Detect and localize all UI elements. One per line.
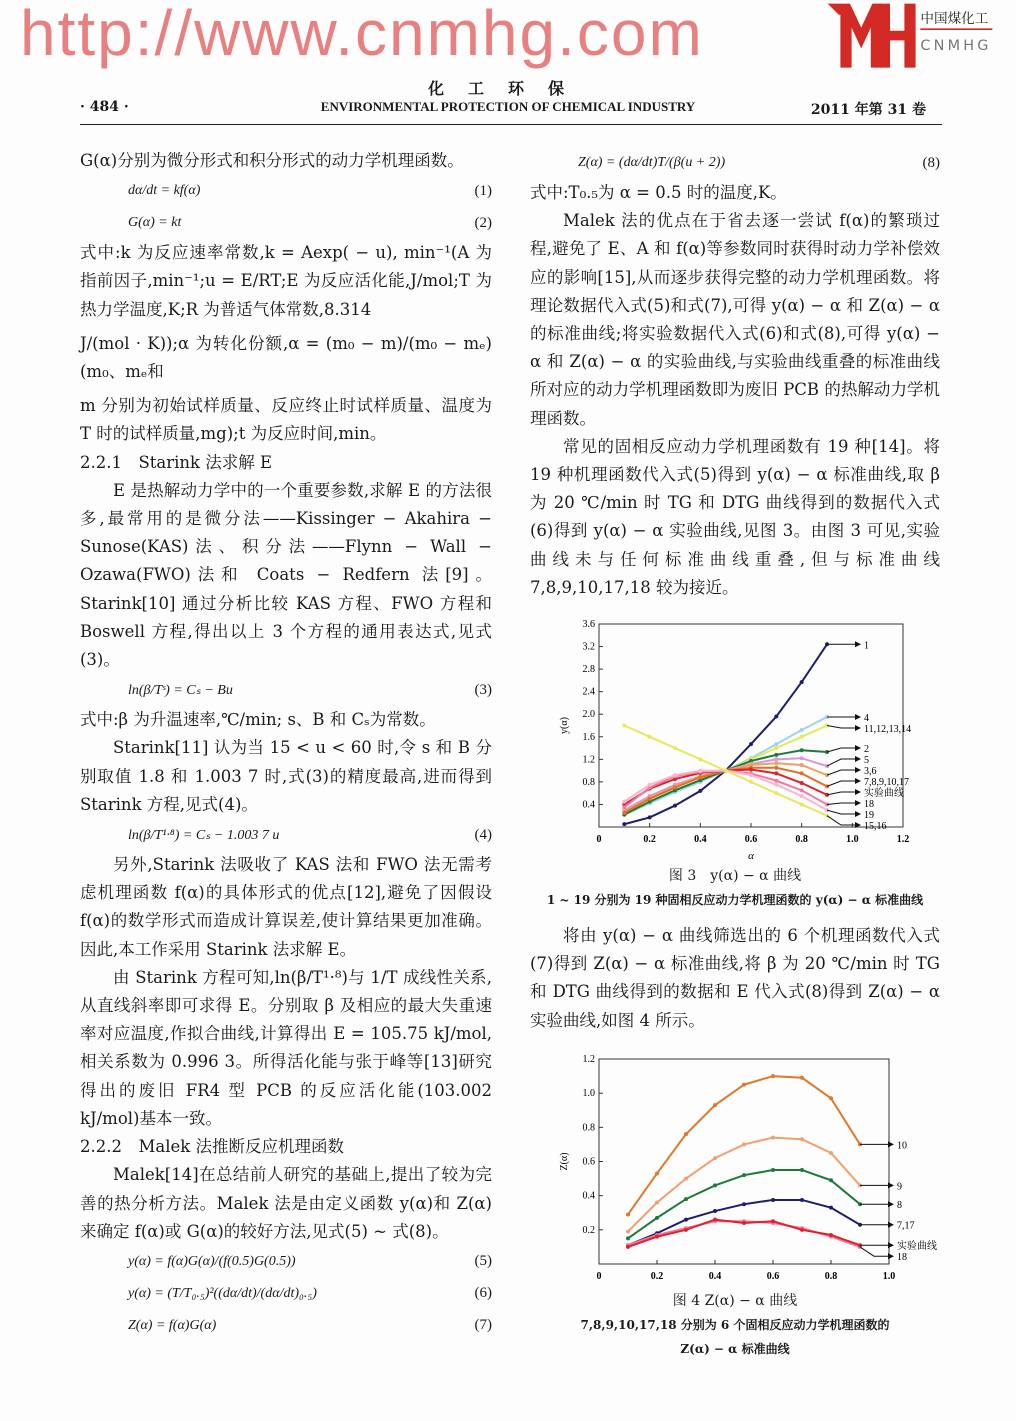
equation-4-row bbox=[80, 819, 492, 851]
paragraph: 式中:β 为升温速率,℃/min; s、B 和 Cₛ为常数。 bbox=[80, 710, 436, 730]
y-tick-label: 1.2 bbox=[582, 1053, 595, 1065]
series-label: 7,8,9,10,17 bbox=[864, 777, 909, 789]
equation-6-row bbox=[80, 1278, 492, 1310]
series-line bbox=[628, 1137, 860, 1231]
equation-3-row bbox=[80, 674, 492, 706]
data-point bbox=[771, 1135, 775, 1139]
y-axis-label: y(α) bbox=[559, 717, 570, 734]
x-tick-label: 0.6 bbox=[744, 834, 758, 846]
series-label: 1 bbox=[864, 640, 869, 652]
series-label: 3,6 bbox=[864, 766, 877, 778]
data-point bbox=[800, 771, 804, 775]
arrow-head-icon bbox=[888, 1141, 894, 1147]
arrow-head-icon bbox=[855, 811, 861, 817]
paragraph: G(α)分别为微分形式和积分形式的动力学机理函数。 bbox=[80, 151, 464, 170]
equation-5: y(α) = f(α)G(α)/(f(0.5)G(0.5)) bbox=[128, 1253, 296, 1269]
data-point bbox=[749, 768, 753, 772]
header-rule bbox=[80, 124, 942, 125]
data-point bbox=[829, 1178, 833, 1182]
left-column bbox=[80, 147, 492, 1342]
equation-7: Z(α) = f(α)G(α) bbox=[128, 1317, 217, 1333]
data-point bbox=[800, 680, 804, 684]
y-tick-label: 0.6 bbox=[582, 1156, 595, 1168]
data-point bbox=[800, 1076, 804, 1080]
figure-3-note: 1 ~ 19 分别为 19 种固相反应动力学机理函数的 y(α) − α 标准曲线 bbox=[546, 893, 924, 908]
data-point bbox=[829, 1233, 833, 1237]
x-tick-label: 0 bbox=[596, 1270, 602, 1282]
data-point bbox=[684, 1217, 688, 1221]
arrow-head-icon bbox=[888, 1182, 894, 1188]
data-point bbox=[655, 1216, 659, 1220]
data-point bbox=[622, 805, 626, 809]
data-point bbox=[771, 1198, 775, 1202]
data-point bbox=[774, 757, 778, 761]
paragraph: 常见的固相反应动力学机理函数有 19 种[14]。将 19 种机理函数代入式(5)得到 y(α) − α 标准曲线,取 β 为 20 ℃/min 时 TG 和 DTG 曲线得到的数据代入式(6)得到 y(α) − α 实验曲线,见图 3。由图 3 可见,实验曲线未与任何标准曲线重叠,但与标准曲线 7,8,9,10,17,18 较为接近。 bbox=[530, 436, 940, 597]
data-point bbox=[800, 781, 804, 785]
equation-number: (2) bbox=[474, 214, 492, 231]
data-point bbox=[774, 779, 778, 783]
equation-6: y(α) = (T/T₀.₅)²((dα/dt)/(dα/dt)₀.₅) bbox=[128, 1285, 317, 1301]
data-point bbox=[626, 1229, 630, 1233]
data-point bbox=[648, 815, 652, 819]
plot-frame bbox=[599, 1059, 889, 1264]
data-point bbox=[655, 1200, 659, 1204]
section-heading-2-2-2: 2.2.2 Malek 法推断反应机理函数 bbox=[80, 1137, 344, 1157]
data-point bbox=[749, 742, 753, 746]
x-tick-label: 0.6 bbox=[766, 1270, 780, 1282]
arrow-head-icon bbox=[888, 1201, 894, 1207]
paragraph: 式中:T₀.₅为 α = 0.5 时的温度,K。 bbox=[530, 183, 787, 202]
equation-1-row bbox=[80, 175, 492, 207]
y-tick-label: 2.4 bbox=[582, 686, 595, 698]
x-tick-label: 0.2 bbox=[650, 1270, 664, 1282]
data-point bbox=[800, 802, 804, 806]
y-tick-label: 3.6 bbox=[582, 619, 595, 631]
arrow-head-icon bbox=[855, 725, 861, 731]
equation-2-row bbox=[80, 207, 492, 239]
data-point bbox=[742, 1142, 746, 1146]
y-tick-label: 3.2 bbox=[582, 641, 595, 653]
x-tick-label: 0.4 bbox=[694, 834, 707, 846]
data-point bbox=[626, 1236, 630, 1240]
x-tick-label: 1.2 bbox=[896, 834, 910, 846]
equation-4: ln(β/T¹·⁸) = Cₛ − 1.003 7 u bbox=[128, 827, 280, 843]
paragraph: Malek[14]在总结前人研究的基础上,提出了较为完善的热分析方法。Malek 法是由定义函数 y(α)和 Z(α)来确定 f(α)或 G(α)的较好方法,见式(5) ~ 式(8)。 bbox=[80, 1165, 492, 1241]
plot-frame bbox=[599, 624, 903, 827]
data-point bbox=[713, 1156, 717, 1160]
paragraph: Starink[11] 认为当 15 < u < 60 时,令 s 和 B 分别取值 1.8 和 1.003 7 时,式(3)的精度最高,进而得到 Starink 方程,见式(4)。 bbox=[80, 738, 492, 814]
data-point bbox=[626, 1245, 630, 1249]
arrow-head-icon bbox=[888, 1222, 894, 1228]
data-point bbox=[829, 1151, 833, 1155]
figure-3-caption: 图 3 y(α) − α 曲线 bbox=[668, 868, 802, 885]
data-point bbox=[800, 1168, 804, 1172]
data-point bbox=[829, 1205, 833, 1209]
journal-title-en: ENVIRONMENTAL PROTECTION OF CHEMICAL INDUSTRY bbox=[320, 99, 696, 114]
legend-arrow bbox=[827, 770, 855, 775]
data-point bbox=[800, 788, 804, 792]
series-line bbox=[624, 768, 827, 813]
x-tick-label: 0.4 bbox=[708, 1270, 722, 1282]
y-tick-label: 2.8 bbox=[582, 664, 595, 676]
series-label: 实验曲线 bbox=[897, 1241, 937, 1253]
arrow-head-icon bbox=[855, 778, 861, 784]
data-point bbox=[648, 735, 652, 739]
data-point bbox=[774, 771, 778, 775]
arrow-head-icon bbox=[855, 714, 861, 720]
equation-5-row bbox=[80, 1246, 492, 1278]
data-point bbox=[673, 773, 677, 777]
arrow-head-icon bbox=[855, 767, 861, 773]
data-point bbox=[774, 791, 778, 795]
equation-number: (7) bbox=[474, 1317, 492, 1334]
watermark: http://www.cnmhg.com bbox=[20, 0, 704, 69]
data-point bbox=[774, 766, 778, 770]
equation-number: (6) bbox=[474, 1285, 492, 1302]
data-point bbox=[774, 746, 778, 750]
data-point bbox=[800, 1198, 804, 1202]
legend-arrow bbox=[860, 1247, 888, 1256]
x-tick-label: 0.2 bbox=[643, 834, 656, 846]
figure-4-note: 7,8,9,10,17,18 分别为 6 个固相反应动力学机理函数的 bbox=[580, 1317, 890, 1332]
y-tick-label: 0.4 bbox=[582, 1190, 595, 1202]
data-point bbox=[749, 780, 753, 784]
data-point bbox=[800, 735, 804, 739]
series-label: 19 bbox=[864, 810, 874, 822]
data-point bbox=[684, 1228, 688, 1232]
equation-number: (3) bbox=[474, 681, 492, 698]
data-point bbox=[655, 1171, 659, 1175]
data-point bbox=[742, 1202, 746, 1206]
y-tick-label: 0.8 bbox=[582, 1122, 595, 1134]
data-point bbox=[800, 1137, 804, 1141]
series-label: 15,16 bbox=[864, 821, 887, 833]
data-point bbox=[800, 748, 804, 752]
data-point bbox=[774, 761, 778, 765]
data-point bbox=[800, 763, 804, 767]
data-point bbox=[742, 1082, 746, 1086]
paragraph: 另外,Starink 法吸收了 KAS 法和 FWO 法无需考虑机理函数 f(α)的具体形式的优点[12],避免了因假设 f(α)的数学形式而造成计算误差,使计算结果更加准确。因此,本工作采用 Starink 法求解 E。 bbox=[80, 855, 492, 959]
paragraph: E 是热解动力学中的一个重要参数,求解 E 的方法很多,最常用的是微分法——Kissinger − Akahira − Sunose(KAS)法、积分法——Flynn − Wall − Ozawa(FWO)法和 Coats − Redfern 法[9]。Starink[10] 通过分析比较 KAS 方程、FWO 方程和 Boswell 方程,得出以上 3 个方程的通用表达式,见式(3)。 bbox=[80, 480, 492, 670]
series-label: 5 bbox=[864, 755, 869, 767]
data-point bbox=[774, 715, 778, 719]
equation-2: G(α) = kt bbox=[128, 215, 182, 231]
y-axis-label: Z(α) bbox=[559, 1152, 570, 1171]
equation-3: ln(β/Tˢ) = Cₛ − Bu bbox=[128, 682, 233, 698]
right-column bbox=[530, 147, 940, 1361]
data-point bbox=[684, 1132, 688, 1136]
legend-arrow bbox=[827, 792, 855, 795]
y-tick-label: 1.2 bbox=[582, 754, 595, 766]
paragraph-fraction-line: J/(mol · K));α 为转化份额,α = (m₀ − m)/(m₀ − mₑ)(m₀、mₑ和 bbox=[80, 333, 492, 382]
logo-mark-icon bbox=[810, 2, 1010, 70]
section-heading-2-2-1: 2.2.1 Starink 法求解 E bbox=[80, 452, 273, 472]
figure-4-caption: 图 4 Z(α) − α 曲线 bbox=[672, 1292, 798, 1309]
legend-arrow bbox=[827, 781, 855, 786]
equation-8-row bbox=[530, 147, 940, 179]
paragraph: 由 Starink 方程可知,ln(β/T¹·⁸)与 1/T 成线性关系,从直线斜率即可求得 E。分别取 β 及相应的最大失重速率对应温度,作拟合曲线,计算得出 E = 105.75 kJ/mol,相关系数为 0.996 3。所得活化能与张于峰等[13]研究得出的废旧 FR4 型 PCB 的反应活化能(103.002 kJ/mol)基本一致。 bbox=[80, 967, 492, 1128]
figure-4-note: Z(α) − α 标准曲线 bbox=[680, 1341, 790, 1356]
page-number: · 484 · bbox=[80, 99, 129, 115]
series-label: 10 bbox=[897, 1140, 907, 1152]
data-point bbox=[648, 783, 652, 787]
paragraph: 式中:k 为反应速率常数,k = Aexp( − u), min⁻¹(A 为指前因子,min⁻¹;u = E/RT;E 为反应活化能,J/mol;T 为热力学温度,K;R 为普适气体常数,8.314 bbox=[80, 243, 492, 319]
equation-number: (5) bbox=[474, 1253, 492, 1270]
arrow-head-icon bbox=[888, 1242, 894, 1248]
data-point bbox=[713, 1183, 717, 1187]
data-point bbox=[673, 804, 677, 808]
x-axis-label: α bbox=[748, 850, 754, 863]
data-point bbox=[800, 1228, 804, 1232]
data-point bbox=[684, 1197, 688, 1201]
logo-text-en: CNMHG bbox=[920, 38, 992, 54]
journal-title-cn: 化工环保 bbox=[427, 79, 588, 98]
series-label: 18 bbox=[897, 1252, 907, 1264]
data-point bbox=[771, 1168, 775, 1172]
equation-number: (1) bbox=[474, 182, 492, 199]
arrow-head-icon bbox=[855, 641, 861, 647]
legend-arrow bbox=[827, 810, 855, 814]
y-tick-label: 2.0 bbox=[582, 709, 595, 721]
x-tick-label: 0.8 bbox=[824, 1270, 838, 1282]
arrow-head-icon bbox=[888, 1253, 894, 1259]
y-tick-label: 1.0 bbox=[582, 1088, 595, 1100]
paragraph: 将由 y(α) − α 曲线筛选出的 6 个机理函数代入式(7)得到 Z(α) − α 标准曲线,将 β 为 20 ℃/min 时 TG 和 DTG 曲线得到的数据和 E 代入式(8)得到 Z(α) − α 实验曲线,如图 4 所示。 bbox=[530, 926, 940, 1030]
arrow-head-icon bbox=[855, 756, 861, 762]
equation-7-row bbox=[80, 1310, 492, 1342]
series-label: 4 bbox=[864, 713, 869, 725]
data-point bbox=[698, 775, 702, 779]
data-point bbox=[622, 800, 626, 804]
arrow-head-icon bbox=[855, 800, 861, 806]
x-tick-label: 1.0 bbox=[882, 1270, 896, 1282]
series-label: 11,12,13,14 bbox=[864, 724, 912, 736]
data-point bbox=[774, 783, 778, 787]
equation-8: Z(α) = (dα/dt)T/(β(u + 2)) bbox=[578, 155, 726, 170]
equation-number: (4) bbox=[474, 826, 492, 843]
data-point bbox=[724, 769, 728, 773]
legend-arrow bbox=[827, 748, 855, 752]
arrow-head-icon bbox=[855, 745, 861, 751]
data-point bbox=[800, 756, 804, 760]
data-point bbox=[698, 789, 702, 793]
data-point bbox=[774, 753, 778, 757]
legend-arrow bbox=[827, 759, 855, 766]
data-point bbox=[622, 822, 626, 826]
series-label: 7,17 bbox=[897, 1220, 915, 1232]
data-point bbox=[774, 742, 778, 746]
data-point bbox=[673, 746, 677, 750]
y-tick-label: 0.8 bbox=[582, 776, 595, 788]
data-point bbox=[622, 811, 626, 815]
data-point bbox=[771, 1074, 775, 1078]
data-point bbox=[655, 1235, 659, 1239]
data-point bbox=[825, 784, 829, 788]
arrow-head-icon bbox=[855, 789, 861, 795]
series-line bbox=[624, 771, 827, 810]
data-point bbox=[749, 773, 753, 777]
logo-text-cn: 中国煤化工 bbox=[920, 10, 989, 27]
series-label: 2 bbox=[864, 744, 869, 756]
data-point bbox=[626, 1212, 630, 1216]
y-tick-label: 0.4 bbox=[582, 799, 595, 811]
series-label: 实验曲线 bbox=[864, 788, 904, 800]
series-label: 8 bbox=[897, 1200, 902, 1212]
data-point bbox=[800, 728, 804, 732]
legend-arrow bbox=[827, 803, 855, 804]
data-point bbox=[698, 757, 702, 761]
issue-info: 2011 年第 31 卷 bbox=[810, 102, 926, 118]
data-point bbox=[713, 1217, 717, 1221]
data-point bbox=[713, 1103, 717, 1107]
y-tick-label: 1.6 bbox=[582, 731, 595, 743]
data-point bbox=[622, 724, 626, 728]
series-label: 18 bbox=[864, 799, 874, 811]
data-point bbox=[800, 794, 804, 798]
figure-3-chart bbox=[555, 614, 940, 864]
x-tick-label: 0.8 bbox=[795, 834, 808, 846]
data-point bbox=[673, 786, 677, 790]
equation-1: dα/dt = kf(α) bbox=[128, 183, 201, 199]
series-label: 9 bbox=[897, 1181, 902, 1193]
legend-arrow bbox=[827, 726, 855, 729]
legend-arrow bbox=[827, 816, 855, 825]
paragraph: Malek 法的优点在于省去逐一尝试 f(α)的繁琐过程,避免了 E、A 和 f(α)等参数同时获得时动力学补偿效应的影响[15],从而逐步获得完整的动力学机理函数。将理论数据代入式(5)和式(7),可得 y(α) − α 和 Z(α) − α 的标准曲线;将实验数据代入式(6)和式(8),可得 y(α) − α 和 Z(α) − α 的实验曲线,与实验曲线重叠的标准曲线所对应的动力学机理函数即为废旧 PCB 的热解动力学机理函数。 bbox=[530, 211, 940, 428]
data-point bbox=[771, 1219, 775, 1223]
figure-4-chart bbox=[555, 1049, 940, 1289]
data-point bbox=[829, 1096, 833, 1100]
data-point bbox=[742, 1173, 746, 1177]
equation-number: (8) bbox=[922, 154, 940, 171]
y-tick-label: 0.2 bbox=[582, 1224, 595, 1236]
data-point bbox=[698, 769, 702, 773]
data-point bbox=[684, 1176, 688, 1180]
data-point bbox=[713, 1209, 717, 1213]
data-point bbox=[648, 797, 652, 801]
x-tick-label: 0 bbox=[596, 834, 602, 846]
cnmhg-logo bbox=[810, 2, 1010, 70]
x-tick-label: 1.0 bbox=[846, 834, 859, 846]
paragraph: m 分别为初始试样质量、反应终止时试样质量、温度为 T 时的试样质量,mg);t 为反应时间,min。 bbox=[80, 396, 492, 444]
data-point bbox=[742, 1221, 746, 1225]
